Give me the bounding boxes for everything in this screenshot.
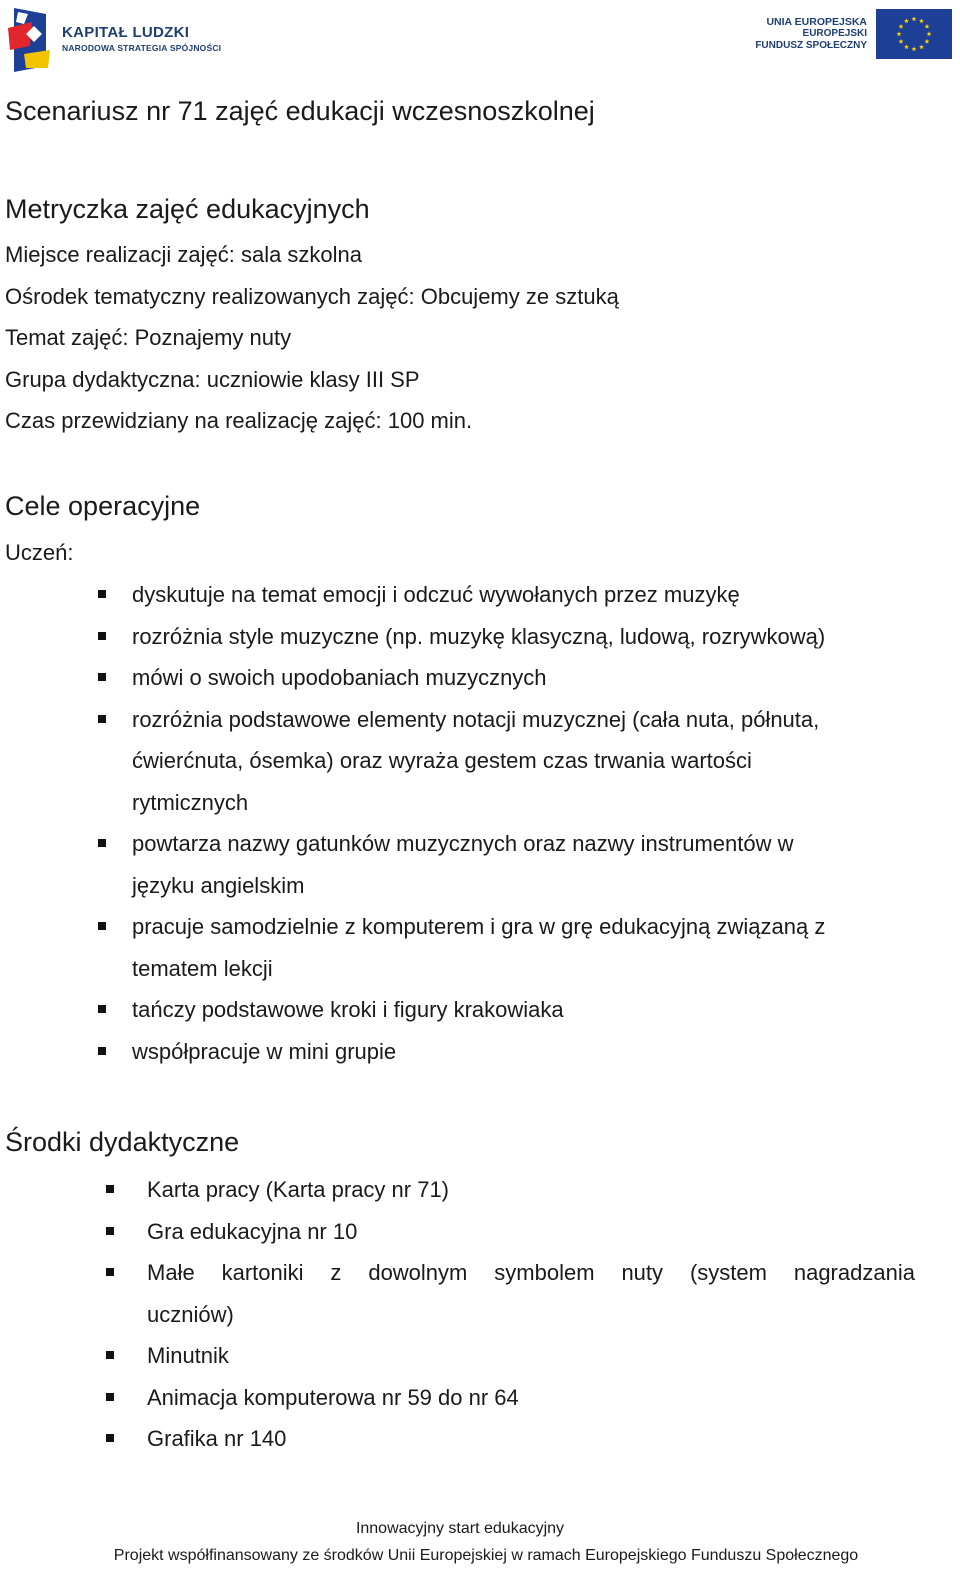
- list-item: [0, 1031, 900, 1073]
- eu-logo-line2: EUROPEJSKI: [802, 28, 867, 40]
- metryczka-line: Miejsce realizacji zajęć: sala szkolna: [5, 242, 363, 267]
- justified-word: Małe: [147, 1260, 195, 1285]
- list-item: [0, 1211, 915, 1253]
- bullet-square-icon: [106, 1185, 114, 1193]
- list-item-text: Gra edukacyjna nr 10: [147, 1218, 358, 1244]
- metryczka-line: Grupa dydaktyczna: uczniowie klasy III SP: [5, 367, 420, 392]
- metryczka-line: Temat zajęć: Poznajemy nuty: [5, 325, 292, 350]
- list-item-text: współpracuje w mini grupie: [132, 1038, 397, 1064]
- bullet-square-icon: [106, 1268, 114, 1276]
- metryczka-line: Ośrodek tematyczny realizowanych zajęć: Obcujemy ze sztuką: [5, 284, 619, 309]
- eu-logo-line3: FUNDUSZ SPOŁECZNY: [755, 40, 867, 52]
- list-item-text: powtarza nazwy gatunków muzycznych oraz nazwy instrumentów w: [132, 831, 794, 856]
- bullet-square-icon: [98, 632, 106, 640]
- document-title: Scenariusz nr 71 zajęć edukacji wczesnoszkolnej: [5, 96, 595, 126]
- bullet-square-icon: [98, 673, 106, 681]
- list-item: [0, 1377, 915, 1419]
- bullet-square-icon: [98, 1005, 106, 1013]
- list-item-text: rytmicznych: [132, 789, 249, 815]
- srodki-list: [0, 1169, 915, 1460]
- list-item-text: uczniów): [147, 1301, 234, 1327]
- list-item: [0, 699, 900, 824]
- bullet-square-icon: [98, 922, 106, 930]
- list-item-text: Animacja komputerowa nr 59 do nr 64: [147, 1384, 519, 1410]
- list-item-text: rozróżnia podstawowe elementy notacji muzycznej (cała nuta, półnuta,: [132, 706, 820, 732]
- list-item: [0, 1418, 915, 1460]
- justified-word: kartoniki: [221, 1260, 304, 1285]
- metryczka-heading: Metryczka zajęć edukacyjnych: [5, 194, 370, 224]
- list-item-text: Minutnik: [147, 1343, 229, 1368]
- eu-flag-icon: [876, 9, 952, 59]
- list-item-text: Karta pracy (Karta pracy nr 71): [147, 1177, 450, 1202]
- justified-word: dowolnym: [368, 1260, 468, 1285]
- kapital-ludzki-emblem-icon: [6, 6, 52, 72]
- justified-word: (system: [689, 1260, 767, 1285]
- bullet-square-icon: [106, 1393, 114, 1401]
- list-item-text: tematem lekcji: [132, 955, 273, 981]
- kapital-ludzki-title: KAPITAŁ LUDZKI: [62, 24, 190, 42]
- metryczka-line: Czas przewidziany na realizację zajęć: 100 min.: [5, 408, 473, 433]
- list-item: [0, 823, 900, 906]
- list-item: [0, 574, 900, 616]
- list-item: [0, 906, 900, 989]
- bullet-square-icon: [98, 839, 106, 847]
- list-item-text: dyskutuje na temat emocji i odczuć wywołanych przez muzykę: [132, 582, 740, 607]
- list-item: [0, 616, 900, 658]
- list-item-text: tańczy podstawowe kroki i figury krakowiaka: [132, 997, 564, 1022]
- justified-word: nagradzania: [793, 1260, 915, 1285]
- list-item-text: ćwierćnuta, ósemka) oraz wyraża gestem czas trwania wartości: [132, 748, 752, 773]
- cele-list: [0, 574, 900, 1072]
- list-item: [0, 1335, 915, 1377]
- list-item: [0, 657, 900, 699]
- kapital-ludzki-subtitle: NARODOWA STRATEGIA SPÓJNOŚCI: [62, 43, 222, 54]
- eu-social-fund-logo: [755, 9, 952, 59]
- cele-intro: Uczeń:: [5, 540, 74, 565]
- justified-word: nuty: [621, 1260, 664, 1285]
- bullet-square-icon: [106, 1434, 114, 1442]
- list-item-text: mówi o swoich upodobaniach muzycznych: [132, 665, 547, 690]
- list-item-text: rozróżnia style muzyczne (np. muzykę klasyczną, ludową, rozrywkową): [132, 623, 826, 649]
- list-item-text: pracuje samodzielnie z komputerem i gra w grę edukacyjną związaną z: [132, 914, 826, 939]
- footer-funding-note: Projekt współfinansowany ze środków Unii Europejskiej w ramach Europejskiego Funduszu Społecznego: [113, 1547, 859, 1564]
- list-item-text: Grafika nr 140: [147, 1426, 287, 1451]
- page-header: [0, 0, 960, 80]
- cele-heading: Cele operacyjne: [5, 491, 201, 521]
- bullet-square-icon: [106, 1351, 114, 1359]
- eu-logo-line1: UNIA EUROPEJSKA: [766, 16, 867, 29]
- justified-word: z: [330, 1260, 342, 1285]
- list-item: [0, 989, 900, 1031]
- list-item: [0, 1169, 915, 1211]
- bullet-square-icon: [106, 1227, 114, 1235]
- list-item-text-justified: [147, 1252, 915, 1294]
- kapital-ludzki-logo: [6, 6, 221, 72]
- bullet-square-icon: [98, 1047, 106, 1055]
- list-item-text: języku angielskim: [132, 872, 305, 898]
- srodki-heading: Środki dydaktyczne: [5, 1127, 240, 1157]
- justified-word: symbolem: [494, 1260, 595, 1285]
- footer-project-name: Innowacyjny start edukacyjny: [355, 1520, 565, 1537]
- bullet-square-icon: [98, 590, 106, 598]
- list-item: [0, 1252, 915, 1335]
- bullet-square-icon: [98, 715, 106, 723]
